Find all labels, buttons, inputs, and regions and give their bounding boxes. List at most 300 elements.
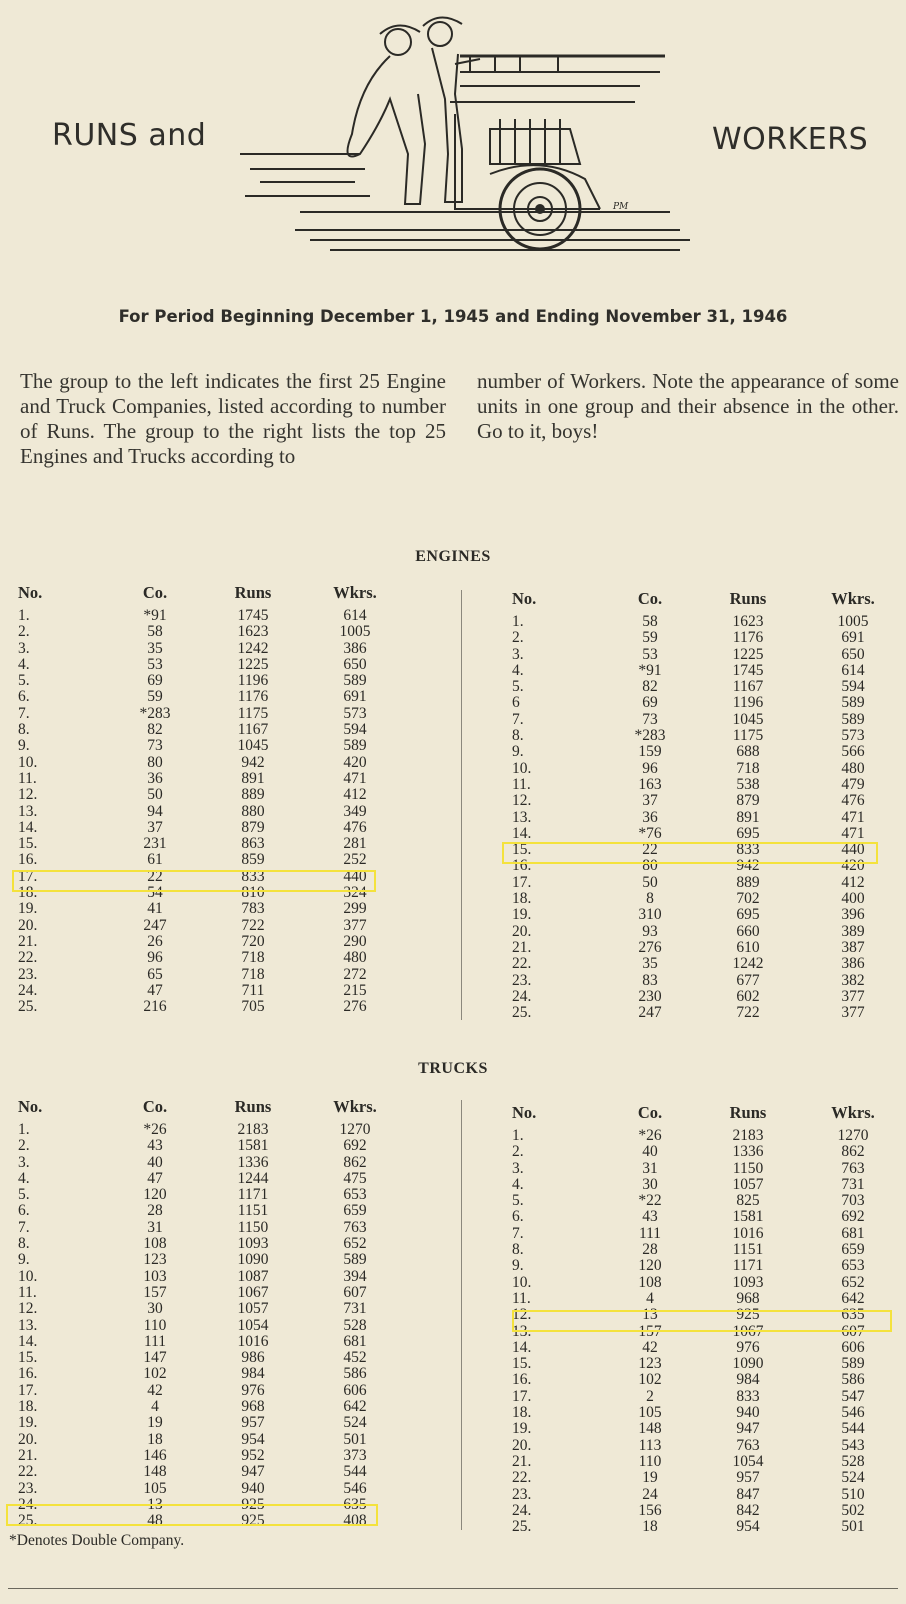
table-cell: 589 (841, 694, 865, 712)
table-cell: 501 (343, 1430, 367, 1448)
table-cell: 377 (841, 987, 865, 1005)
table-cell: 1171 (732, 1257, 764, 1275)
table-cell: 925 (241, 1512, 265, 1530)
table-cell: 26 (147, 932, 163, 950)
table-cell: 6. (18, 688, 30, 706)
table-cell: 695 (736, 906, 760, 924)
engines-runs-co-column (120, 584, 190, 1015)
table-cell: 11. (512, 775, 531, 793)
table-cell: 17. (512, 873, 532, 891)
table-cell: 19. (512, 1420, 532, 1438)
table-cell: 3. (512, 1159, 524, 1177)
table-cell: 8 (646, 890, 654, 908)
trucks-runs-wkrs-column (320, 1098, 390, 1529)
table-cell: 440 (343, 867, 367, 885)
table-cell: 9. (18, 1251, 30, 1269)
table-cell: 986 (241, 1349, 265, 1367)
table-cell: 589 (841, 1355, 865, 1373)
table-cell: 954 (241, 1430, 265, 1448)
table-cell: 102 (638, 1371, 662, 1389)
table-cell: 471 (343, 769, 367, 787)
column-header-wkrs: Wkrs. (831, 1103, 875, 1122)
table-cell: *26 (143, 1121, 167, 1138)
table-cell: 15. (512, 1355, 532, 1373)
table-cell: 11. (18, 1283, 37, 1301)
engines-title: ENGINES (415, 548, 491, 565)
engines-workers-co-column (615, 590, 685, 1021)
table-cell: 20. (512, 1436, 532, 1454)
table-cell: 1005 (339, 623, 371, 641)
table-cell: 1090 (237, 1251, 269, 1269)
table-cell: 1175 (732, 727, 764, 745)
table-cell: 73 (147, 737, 163, 755)
table-cell: 610 (736, 938, 760, 956)
table-cell: 954 (736, 1518, 760, 1536)
table-cell: 1045 (237, 737, 269, 755)
table-cell: 61 (147, 851, 163, 869)
table-cell: 566 (841, 743, 865, 761)
table-cell: 718 (736, 759, 760, 777)
table-cell: 1. (18, 607, 30, 624)
table-cell: 58 (147, 623, 163, 641)
table-cell: 607 (841, 1322, 865, 1340)
table-cell: 19 (642, 1469, 658, 1487)
table-cell: 1. (512, 1127, 524, 1144)
table-cell: 1054 (237, 1316, 269, 1334)
table-cell: 573 (841, 727, 865, 745)
table-cell: 3. (512, 645, 524, 663)
table-cell: 23. (18, 1479, 38, 1497)
table-cell: 11. (18, 769, 37, 787)
trucks-title: TRUCKS (418, 1060, 488, 1077)
table-cell: 942 (736, 857, 760, 875)
table-cell: 25. (512, 1004, 532, 1022)
table-cell: 968 (736, 1289, 760, 1307)
table-cell: 96 (642, 759, 658, 777)
table-row (320, 1122, 390, 1529)
table-cell: 22 (642, 841, 658, 859)
table-cell: 652 (343, 1235, 367, 1253)
table-cell: 80 (147, 753, 163, 771)
table-cell: 69 (642, 694, 658, 712)
table-cell: 16. (18, 1365, 38, 1383)
table-cell: 718 (241, 965, 265, 983)
table-cell: 7. (512, 1224, 524, 1242)
table-cell: 635 (343, 1495, 367, 1513)
table-cell: 14. (512, 1338, 532, 1356)
table-cell: 722 (241, 916, 265, 934)
table-cell: 157 (143, 1283, 167, 1301)
table-cell: 15. (18, 1349, 38, 1367)
table-cell: 1057 (732, 1175, 764, 1193)
table-cell: 783 (241, 900, 265, 918)
table-cell: 606 (841, 1338, 865, 1356)
trucks-runs-no-column (18, 1098, 78, 1529)
table-cell: 1196 (237, 672, 269, 690)
table-cell: *91 (143, 607, 167, 624)
table-row (713, 614, 783, 1021)
table-cell: 31 (642, 1159, 658, 1177)
table-cell: 10. (512, 1273, 532, 1291)
table-cell: 408 (343, 1512, 367, 1530)
table-cell: 272 (343, 965, 367, 983)
table-cell: 1270 (837, 1127, 869, 1144)
table-cell: 19. (18, 1414, 38, 1432)
table-cell: 20. (18, 1430, 38, 1448)
table-cell: 543 (841, 1436, 865, 1454)
table-cell: 231 (143, 835, 167, 853)
table-cell: 20. (18, 916, 38, 934)
table-cell: 862 (343, 1153, 367, 1171)
table-cell: 8. (512, 1241, 524, 1259)
table-cell: 73 (642, 710, 658, 728)
table-cell: 976 (736, 1338, 760, 1356)
table-cell: 22. (18, 1463, 38, 1481)
table-cell: 653 (841, 1257, 865, 1275)
table-cell: 105 (638, 1404, 662, 1422)
table-cell: 440 (841, 841, 865, 859)
table-cell: 635 (841, 1306, 865, 1324)
table-cell: 53 (642, 645, 658, 663)
table-cell: 111 (638, 1224, 662, 1242)
table-cell: 120 (638, 1257, 662, 1275)
table-cell: 695 (736, 824, 760, 842)
table-cell: 53 (147, 655, 163, 673)
column-header-co: Co. (142, 583, 168, 602)
table-cell: 108 (143, 1235, 167, 1253)
table-cell: 18. (512, 890, 532, 908)
table-cell: 1150 (237, 1218, 269, 1236)
table-cell: 9. (18, 737, 30, 755)
table-row (18, 1122, 78, 1529)
table-cell: 1270 (339, 1121, 371, 1138)
table-cell: 21. (18, 1446, 38, 1464)
table-cell: 93 (642, 922, 658, 940)
table-cell: 589 (841, 710, 865, 728)
engines-workers-wkrs-column (818, 590, 888, 1021)
table-cell: 157 (638, 1322, 662, 1340)
table-cell: 452 (343, 1349, 367, 1367)
table-cell: 80 (642, 857, 658, 875)
table-cell: 25. (512, 1518, 532, 1536)
table-cell: 677 (736, 971, 760, 989)
table-cell: 43 (147, 1137, 163, 1155)
table-cell: 502 (841, 1501, 865, 1519)
table-cell: 763 (736, 1436, 760, 1454)
table-cell: 47 (147, 1169, 163, 1187)
column-header-co: Co. (637, 1103, 663, 1122)
table-row (320, 608, 390, 1015)
table-cell: 373 (343, 1446, 367, 1464)
table-cell: 2. (512, 629, 524, 647)
bottom-rule (8, 1588, 898, 1589)
table-cell: 420 (343, 753, 367, 771)
table-cell: 1151 (732, 1241, 764, 1259)
table-cell: 37 (642, 792, 658, 810)
table-cell: 1336 (732, 1143, 764, 1161)
table-cell: 12. (18, 1300, 38, 1318)
table-cell: 1242 (732, 955, 764, 973)
table-cell: 400 (841, 890, 865, 908)
column-header-no: No. (512, 589, 537, 608)
column-header-runs: Runs (729, 589, 767, 608)
table-cell: 1057 (237, 1300, 269, 1318)
table-cell: 891 (241, 769, 265, 787)
table-cell: 833 (736, 1387, 760, 1405)
table-row (218, 1122, 288, 1529)
table-cell: 12. (512, 1306, 532, 1324)
table-cell: *283 (139, 704, 171, 722)
table-cell: 528 (343, 1316, 367, 1334)
table-cell: 105 (143, 1479, 167, 1497)
table-cell: 479 (841, 775, 865, 793)
table-cell: 1087 (237, 1267, 269, 1285)
table-cell: 113 (638, 1436, 662, 1454)
table-cell: 13 (642, 1306, 658, 1324)
table-cell: 614 (841, 661, 865, 679)
table-cell: 43 (642, 1208, 658, 1226)
table-cell: 606 (343, 1381, 367, 1399)
table-cell: 480 (343, 949, 367, 967)
table-cell: 30 (642, 1175, 658, 1193)
table-cell: 16. (18, 851, 38, 869)
table-cell: 28 (147, 1202, 163, 1220)
table-cell: 3. (18, 1153, 30, 1171)
table-cell: 103 (143, 1267, 167, 1285)
table-cell: 1054 (732, 1452, 764, 1470)
highlight-truck-13-workers (512, 1310, 892, 1332)
table-cell: 47 (147, 981, 163, 999)
table-cell: 54 (147, 884, 163, 902)
table-cell: 586 (841, 1371, 865, 1389)
table-cell: 290 (343, 932, 367, 950)
column-header-no: No. (512, 1103, 537, 1122)
table-cell: 6 (512, 694, 520, 712)
table-cell: 702 (736, 890, 760, 908)
table-cell: 14. (18, 818, 38, 836)
table-cell: 40 (642, 1143, 658, 1161)
table-cell: 382 (841, 971, 865, 989)
table-cell: 110 (143, 1316, 167, 1334)
trucks-runs-co-column (120, 1098, 190, 1529)
table-cell: 471 (841, 808, 865, 826)
table-cell: 8. (18, 721, 30, 739)
table-cell: 82 (642, 678, 658, 696)
table-cell: 19. (18, 900, 38, 918)
table-row (18, 608, 78, 1015)
table-cell: 842 (736, 1501, 760, 1519)
table-cell: 21. (512, 1452, 532, 1470)
table-cell: 35 (642, 955, 658, 973)
table-cell: 847 (736, 1485, 760, 1503)
table-cell: 377 (841, 1004, 865, 1022)
highlight-engine-22-workers (502, 842, 878, 864)
table-cell: 96 (147, 949, 163, 967)
table-cell: 18 (147, 1430, 163, 1448)
table-cell: 642 (343, 1398, 367, 1416)
table-cell: 22 (147, 867, 163, 885)
table-cell: 386 (841, 955, 865, 973)
column-header-co: Co. (637, 589, 663, 608)
table-cell: 573 (343, 704, 367, 722)
table-cell: 148 (143, 1463, 167, 1481)
table-cell: 471 (841, 824, 865, 842)
table-cell: 12. (512, 792, 532, 810)
table-cell: 763 (841, 1159, 865, 1177)
table-cell: 25. (18, 1512, 38, 1530)
intro-left-paragraph: The group to the left indicates the first 25 Engine and Truck Companies, listed according to number of Runs. The group to the right lists the top 25 Engines and Trucks according to (20, 369, 446, 468)
table-cell: 23. (18, 965, 38, 983)
table-cell: 163 (638, 775, 662, 793)
table-cell: 947 (736, 1420, 760, 1438)
table-cell: 2183 (732, 1127, 764, 1144)
column-header-runs: Runs (234, 583, 272, 602)
table-cell: 692 (841, 1208, 865, 1226)
table-cell: 21. (18, 932, 38, 950)
table-cell: 692 (343, 1137, 367, 1155)
table-cell: 2. (18, 1137, 30, 1155)
table-cell: 594 (841, 678, 865, 696)
table-cell: 19. (512, 906, 532, 924)
table-cell: 13. (18, 802, 38, 820)
table-cell: 10. (18, 753, 38, 771)
table-cell: 102 (143, 1365, 167, 1383)
table-cell: 7. (512, 710, 524, 728)
table-cell: 276 (343, 998, 367, 1016)
table-cell: 731 (343, 1300, 367, 1318)
table-cell: 396 (841, 906, 865, 924)
table-cell: 111 (143, 1332, 167, 1350)
table-cell: 14. (512, 824, 532, 842)
table-cell: 247 (638, 1004, 662, 1022)
table-cell: 653 (343, 1186, 367, 1204)
table-cell: 13 (147, 1495, 163, 1513)
table-cell: 825 (736, 1192, 760, 1210)
table-cell: 1. (18, 1121, 30, 1138)
table-cell: 984 (241, 1365, 265, 1383)
table-cell: 5. (512, 678, 524, 696)
table-cell: 7. (18, 1218, 30, 1236)
intro-right-paragraph: number of Workers. Note the appearance of some units in one group and their absence in the other. Go to it, boys! (477, 369, 899, 443)
table-cell: 1093 (237, 1235, 269, 1253)
table-cell: *283 (634, 727, 666, 745)
table-cell: 15. (18, 835, 38, 853)
table-cell: 891 (736, 808, 760, 826)
table-cell: 24 (642, 1485, 658, 1503)
table-cell: 889 (241, 786, 265, 804)
table-cell: 546 (343, 1479, 367, 1497)
table-cell: 30 (147, 1300, 163, 1318)
table-cell: 12. (18, 786, 38, 804)
column-header-wkrs: Wkrs. (333, 1097, 377, 1116)
footnote-double-company: *Denotes Double Company. (9, 1532, 185, 1549)
table-cell: 810 (241, 884, 265, 902)
table-cell: 5. (18, 672, 30, 690)
table-cell: 11. (512, 1289, 531, 1307)
table-row (120, 608, 190, 1015)
table-row (512, 614, 572, 1021)
table-cell: 1581 (237, 1137, 269, 1155)
table-cell: 2. (512, 1143, 524, 1161)
table-cell: 24. (512, 987, 532, 1005)
table-cell: 476 (343, 818, 367, 836)
engines-runs-no-column (18, 584, 78, 1015)
table-row (120, 1122, 190, 1529)
table-cell: 947 (241, 1463, 265, 1481)
table-cell: 25. (18, 998, 38, 1016)
table-cell: 8. (18, 1235, 30, 1253)
table-cell: 1225 (237, 655, 269, 673)
table-cell: 324 (343, 884, 367, 902)
table-cell: 18 (642, 1518, 658, 1536)
highlight-engine-22-runs (12, 867, 376, 892)
table-cell: 711 (241, 981, 265, 999)
table-cell: 984 (736, 1371, 760, 1389)
trucks-divider (461, 1100, 462, 1530)
column-header-wkrs: Wkrs. (333, 583, 377, 602)
table-cell: 24. (18, 981, 38, 999)
table-cell: 31 (147, 1218, 163, 1236)
table-cell: 42 (147, 1381, 163, 1399)
table-cell: 501 (841, 1518, 865, 1536)
table-cell: 1093 (732, 1273, 764, 1291)
column-header-no: No. (18, 1097, 43, 1116)
column-header-no: No. (18, 583, 43, 602)
table-cell: 123 (143, 1251, 167, 1269)
table-row (818, 614, 888, 1021)
table-cell: 940 (736, 1404, 760, 1422)
table-cell: 524 (343, 1414, 367, 1432)
table-cell: 731 (841, 1175, 865, 1193)
engines-workers-no-column (512, 590, 572, 1021)
table-cell: 2183 (237, 1121, 269, 1138)
table-cell: *76 (638, 824, 662, 842)
table-cell: 110 (638, 1452, 662, 1470)
table-cell: 5. (512, 1192, 524, 1210)
table-cell: 108 (638, 1273, 662, 1291)
table-cell: 40 (147, 1153, 163, 1171)
table-cell: 650 (343, 655, 367, 673)
table-cell: 389 (841, 922, 865, 940)
table-cell: 123 (638, 1355, 662, 1373)
table-cell: 1151 (237, 1202, 269, 1220)
engines-runs-runs-column (218, 584, 288, 1015)
table-cell: 480 (841, 759, 865, 777)
table-cell: 547 (841, 1387, 865, 1405)
period-line: For Period Beginning December 1, 1945 and Ending November 31, 1946 (118, 307, 788, 326)
table-cell: 19 (147, 1414, 163, 1432)
table-cell: 36 (642, 808, 658, 826)
table-cell: 718 (241, 949, 265, 967)
table-cell: 968 (241, 1398, 265, 1416)
table-cell: 59 (642, 629, 658, 647)
table-cell: 589 (343, 1251, 367, 1269)
table-cell: *91 (638, 661, 662, 679)
table-cell: 602 (736, 987, 760, 1005)
table-cell: 23. (512, 1485, 532, 1503)
table-cell: 642 (841, 1289, 865, 1307)
table-cell: 705 (241, 998, 265, 1016)
table-cell: 942 (241, 753, 265, 771)
table-cell: 412 (343, 786, 367, 804)
table-cell: 1045 (732, 710, 764, 728)
table-cell: 36 (147, 769, 163, 787)
column-header-runs: Runs (234, 1097, 272, 1116)
table-cell: 28 (642, 1241, 658, 1259)
table-cell: 833 (736, 841, 760, 859)
table-cell: 763 (343, 1218, 367, 1236)
table-cell: 13. (18, 1316, 38, 1334)
